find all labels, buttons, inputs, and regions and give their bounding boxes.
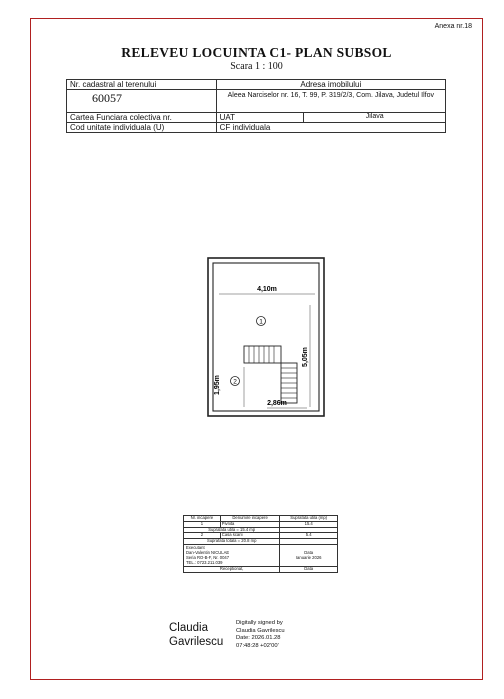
document-title: RELEVEU LOCUINTA C1- PLAN SUBSOL [121, 45, 392, 60]
uat-value: Jilava [304, 113, 446, 123]
col-area-header: Suprafata utila (mp) [280, 516, 338, 522]
uat-label: UAT [216, 113, 304, 123]
unit-code-label: Cod unitate individuala (U) [67, 123, 217, 133]
table-row: 2 Casa scarii 5.4 [184, 533, 338, 539]
property-info-table [66, 79, 446, 133]
address-label: Adresa imobilului [216, 80, 445, 90]
digital-signature-block: Digitally signed by Claudia Gavrilescu Date: 2026.01.28 07:48:28 +02'00' [236, 620, 285, 649]
cf-collective-label: Cartea Funciara colectiva nr. [67, 113, 217, 123]
useful-area-total: Suprafata utila = 15.4 mp [184, 527, 280, 533]
cadastral-label: Nr. cadastral al terenului [67, 80, 217, 90]
total-area: Suprafata totala = 20.8 mp [184, 539, 280, 545]
stair-width-dimension: 2,86m [267, 400, 287, 407]
width-dimension: 4,10m [257, 286, 277, 293]
cadastral-value: 60057 [92, 91, 122, 105]
staircase [244, 346, 297, 403]
executant-block: Executant Dan-Valentin NICULAE Seria RO-B-F, Nr. 0047 TEL.: 0723.211.039 [184, 545, 280, 567]
scale-label: Scara 1 : 100 [230, 61, 283, 72]
outer-wall [208, 258, 324, 416]
receptionat-label: Receptionat, [184, 567, 280, 573]
data-label: Data [280, 567, 338, 573]
col-name-header: Denumire incapere [220, 516, 280, 522]
document-page [30, 18, 483, 680]
floor-plan [207, 257, 325, 417]
signature-name: Claudia Gavrilescu [169, 622, 224, 648]
cf-individual-label: CF individuala [216, 123, 445, 133]
annex-label: Anexa nr.18 [434, 23, 472, 30]
date-block: Data Ianuarie 2026 [280, 545, 338, 567]
room-1-label: 1 [259, 318, 263, 326]
address-value: Aleea Narciselor nr. 16, T. 99, P. 319/2/3, Com. Jilava, Judetul Ilfov [216, 90, 445, 113]
col-nr-header: Nr. incapere [184, 516, 221, 522]
room-2-label: 2 [233, 378, 237, 386]
table-row: 1 Pivnita 15.4 [184, 521, 338, 527]
height-dimension: 5,05m [302, 347, 309, 367]
stair-height-dimension: 1,95m [214, 375, 221, 395]
rooms-table [183, 515, 338, 573]
